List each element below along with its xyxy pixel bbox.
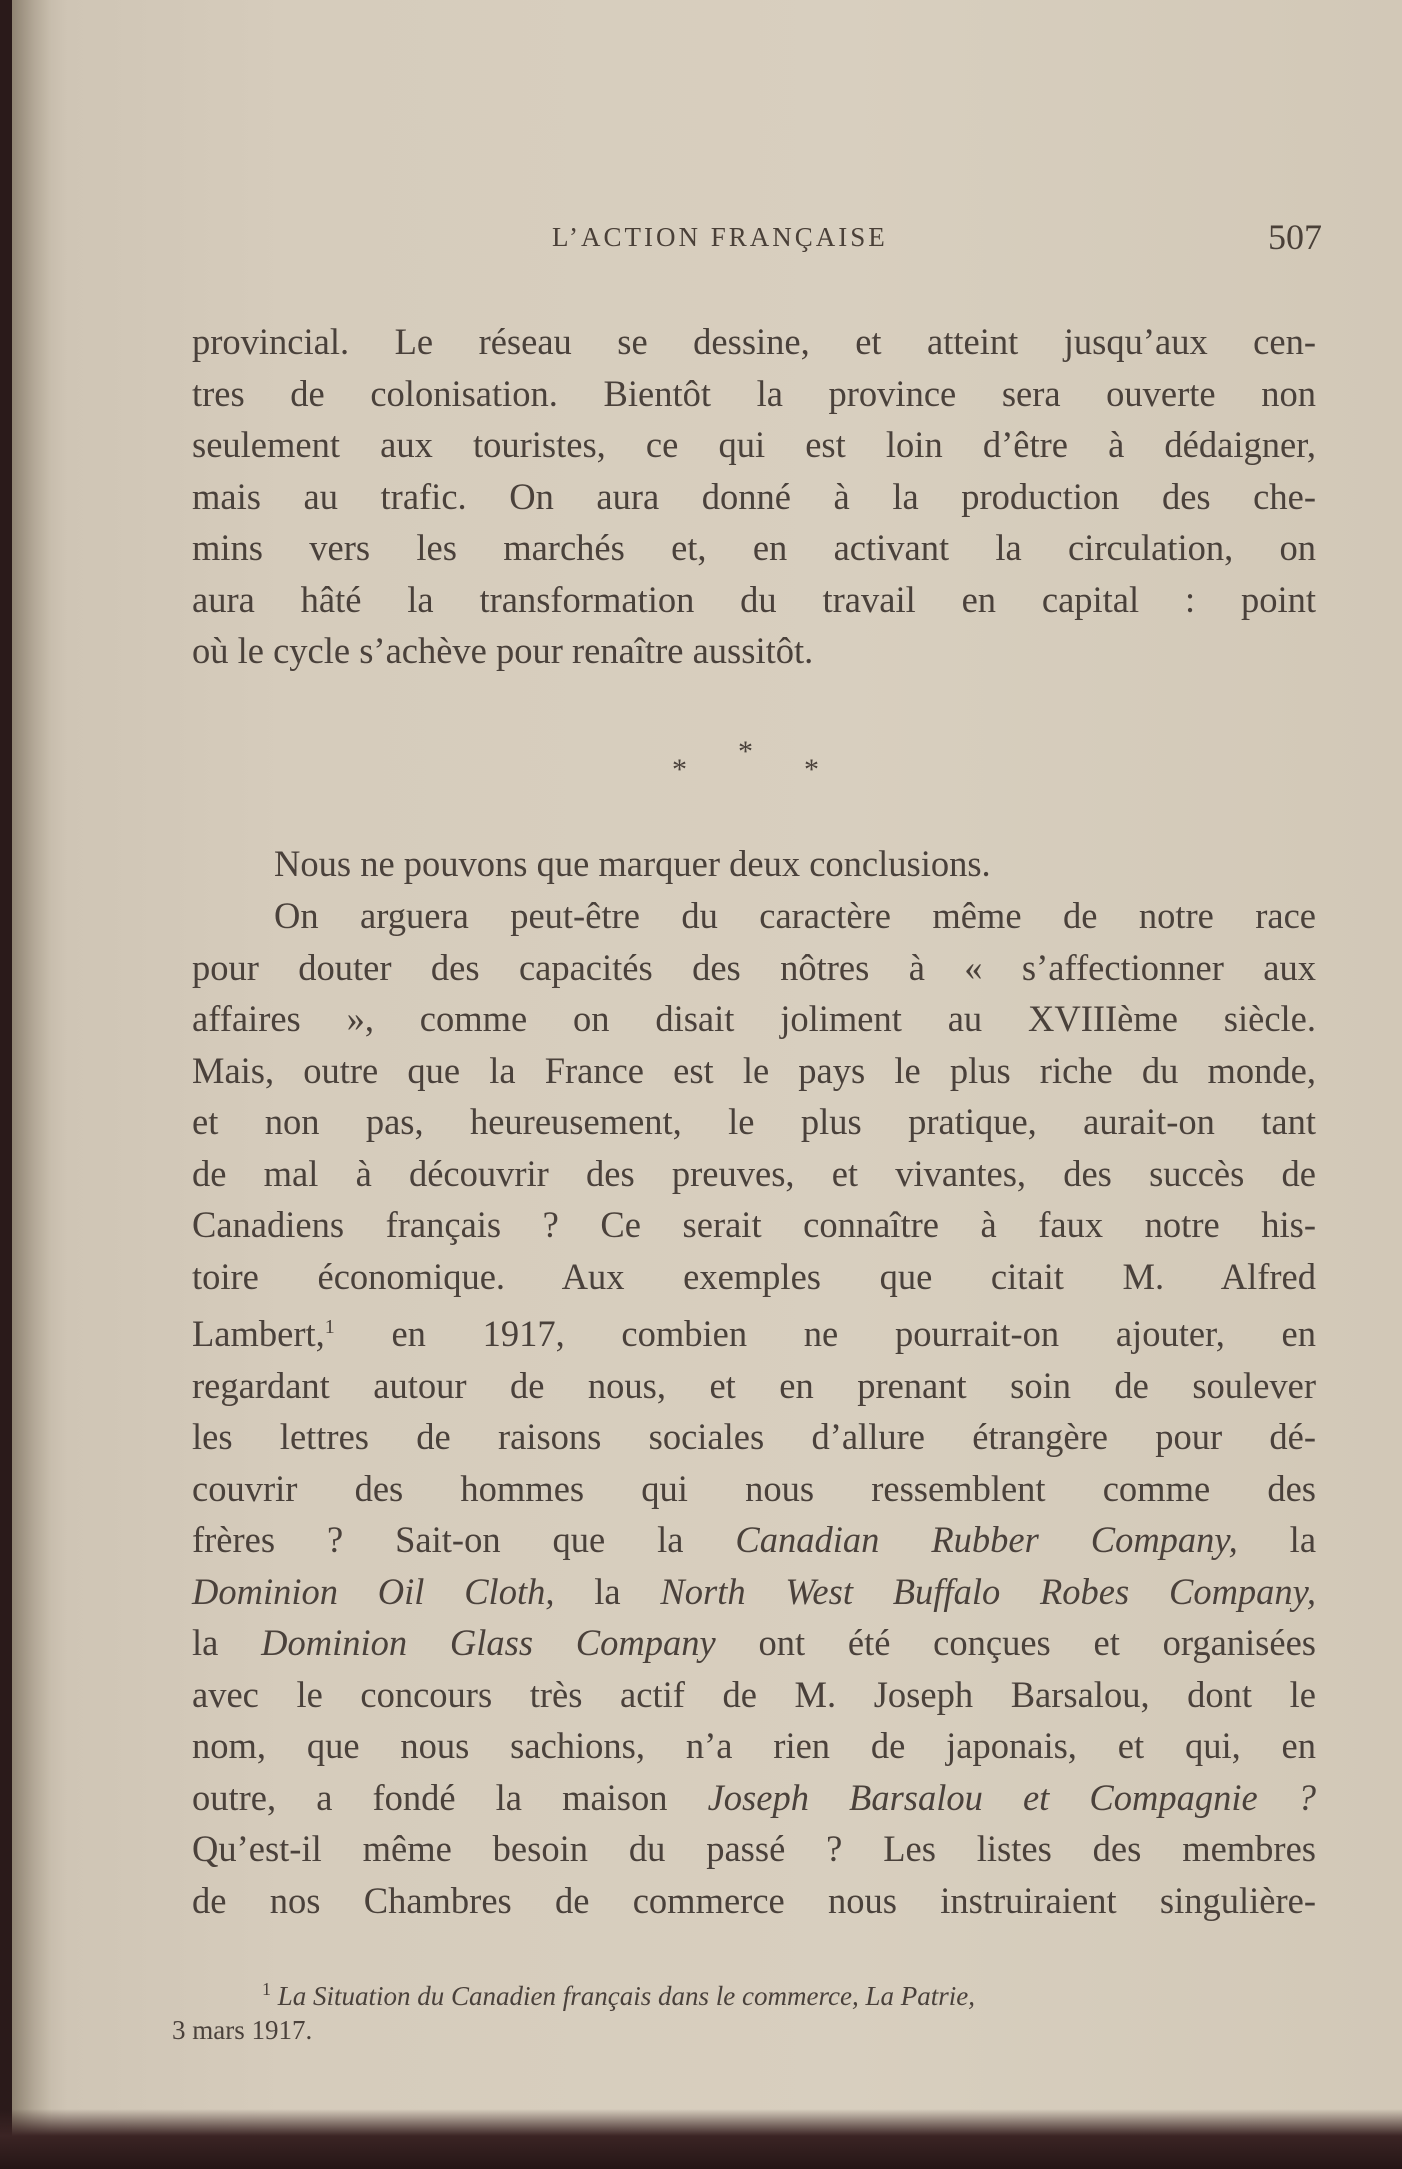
text-line: Canadiens français ? Ce serait connaître à faux notre his- [192,1204,1316,1245]
text-line: nom, que nous sachions, n’a rien de japonais, et qui, en [192,1725,1316,1767]
text-line [192,1617,1316,1669]
text-line: Qu’est-il même besoin du passé ? Les listes des membres [192,1828,1316,1870]
text-fragment: la [1237,1519,1317,1561]
company-name: Canadian Rubber Company, [735,1519,1238,1561]
separator-star: * [804,753,819,786]
text-line: aura hâté la transformation du travail en capital : point [192,578,1316,620]
text-line: tres de colonisation. Bientôt la province sera ouverte non [192,372,1316,414]
text-line: pour douter des capacités des nôtres à « s’affectionner aux [192,946,1316,988]
text-line: et non pas, heureusement, le plus pratique, aurait-on tant [192,1101,1316,1142]
text-fragment: ont été conçues et organisées [715,1622,1316,1664]
text-line: Nous ne pouvons que marquer deux conclusions. [274,843,991,884]
section-separator [672,735,832,795]
footnote-reference: 1 [324,1316,335,1338]
company-name: North West Buffalo Robes Company, [660,1570,1316,1612]
text-line [192,1566,1316,1618]
text-line [192,1302,1316,1360]
text-line: On arguera peut-être du caractère même de notre race [274,895,1316,936]
text-line: couvrir des hommes qui nous ressemblent comme des [192,1467,1316,1509]
text-line [192,1772,1316,1824]
company-name: Dominion Glass Company [261,1622,716,1664]
text-fragment: la [192,1622,262,1664]
text-line: provincial. Le réseau se dessine, et atteint jusqu’aux cen- [192,321,1316,362]
book-page [12,0,1402,2169]
company-name: Dominion Oil Cloth, [192,1570,555,1612]
text-fragment: en 1917, combien ne pourrait-on ajouter, en [334,1313,1316,1355]
text-line [192,1514,1316,1566]
page-bottom-edge [0,2109,1402,2169]
text-line: toire économique. Aux exemples que citait M. Alfred [192,1255,1316,1297]
company-name: Joseph Barsalou et Compagnie ? [707,1776,1316,1818]
text-line: les lettres de raisons sociales d’allure étrangère pour dé- [192,1416,1316,1458]
running-title: L’ACTION FRANÇAISE [552,222,888,252]
separator-star: * [738,735,753,768]
footnote-date-day: 3 [172,2015,186,2045]
text-fragment: la [554,1570,661,1612]
text-line: mais au trafic. On aura donné à la production des che- [192,475,1316,517]
text-line: mins vers les marchés et, en activant la circulation, on [192,527,1316,568]
paragraph-conclusions [192,890,1316,1926]
page-gutter [12,0,52,2169]
footnote-marker: 1 [262,1979,271,1999]
footnote-source: La Situation du Canadien français dans le commerce, La Patrie, [277,1981,975,2011]
text-line: Mais, outre que la France est le pays le plus riche du monde, [192,1049,1316,1091]
page-header [192,216,1322,266]
paragraph-conclusions-intro [192,838,1316,890]
text-fragment: frères ? Sait-on que la [192,1519,736,1561]
text-line: regardant autour de nous, et en prenant soin de soulever [192,1364,1316,1406]
footnote-line [172,2013,1312,2047]
separator-star: * [672,753,687,786]
text-line: de mal à découvrir des preuves, et vivantes, des succès de [192,1152,1316,1194]
text-fragment: Lambert, [192,1313,325,1355]
text-line: affaires », comme on disait joliment au XVIIIème siècle. [192,998,1316,1039]
footnote-line [172,1972,1312,2013]
footnote [172,1972,1312,2047]
text-line: où le cycle s’achève pour renaître aussitôt. [192,630,814,671]
text-line: avec le concours très actif de M. Joseph Barsalou, dont le [192,1673,1316,1715]
text-line: seulement aux touristes, ce qui est loin d’être à dédaigner, [192,424,1316,465]
text-fragment: outre, a fondé la maison [192,1776,708,1818]
footnote-date-rest: mars 1917. [192,2015,313,2045]
page-number: 507 [1268,217,1322,257]
paragraph-railway [192,316,1316,677]
text-line: de nos Chambres de commerce nous instruiraient singulière- [192,1879,1316,1921]
